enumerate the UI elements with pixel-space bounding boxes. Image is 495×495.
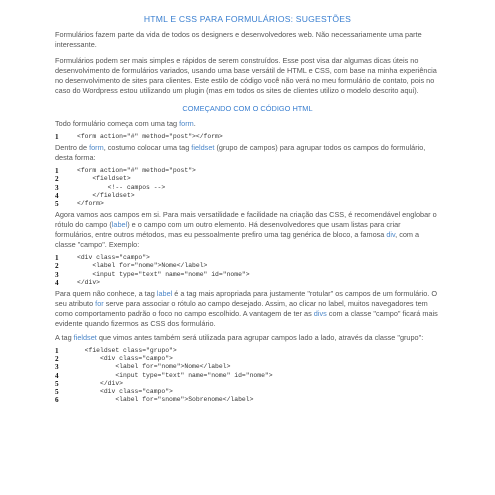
code-line	[55, 388, 440, 396]
code-text: <fieldset>	[77, 175, 131, 183]
line-number: 1	[55, 254, 59, 263]
line-number: 5	[55, 379, 59, 388]
code-text: <label for="snome">Sobrenome</label>	[77, 396, 254, 404]
text: Para quem não conhece, a tag	[55, 289, 157, 299]
code-text: <form action="#" method="post">	[77, 167, 196, 175]
paragraph-7	[55, 333, 440, 343]
text: Todo formulário começa com uma tag	[55, 119, 180, 128]
highlight-fieldset: fieldset	[73, 333, 97, 343]
code-line	[55, 200, 440, 208]
code-line	[55, 380, 440, 388]
line-number: 6	[55, 396, 59, 405]
line-number: 5	[55, 200, 59, 209]
code-line	[55, 133, 440, 141]
code-text: <div class="campo">	[77, 254, 150, 262]
line-number: 4	[55, 191, 59, 200]
code-line	[55, 372, 440, 380]
code-block-2	[55, 167, 440, 208]
code-text: <label for="nome">Nome</label>	[77, 262, 208, 270]
code-line	[55, 184, 440, 192]
code-text: <fieldset class="grupo">	[77, 347, 177, 355]
line-number: 3	[55, 183, 59, 192]
code-text: </form>	[77, 200, 104, 208]
text: serve para associar o rótulo ao campo desejado. Assim, ao clicar no label, muitos navegadores tem como comportamento padrão o foco no campo escolhido. A vantagem de ter as	[55, 299, 428, 319]
code-text: <input type="text" name="nome" id="nome">	[77, 371, 273, 379]
line-number: 1	[55, 133, 59, 141]
code-text: <label for="nome">Nome</label>	[77, 363, 231, 371]
line-number: 5	[55, 388, 59, 397]
text: A tag	[55, 333, 74, 343]
code-text: </div>	[77, 278, 101, 286]
highlight-label: label	[111, 220, 128, 230]
highlight-fieldset: fieldset	[191, 143, 215, 153]
highlight-form: form	[179, 119, 194, 128]
highlight-for: for	[95, 299, 104, 309]
code-text: </div>	[77, 379, 124, 387]
line-number: 2	[55, 262, 59, 271]
text: , costumo colocar uma tag	[103, 143, 192, 153]
code-text: <div class="campo">	[77, 388, 173, 396]
code-line	[55, 271, 440, 279]
code-block-3	[55, 254, 440, 287]
line-number: 3	[55, 270, 59, 279]
text: ) e o campo com um outro elemento. Há desenvolvedores que usam listas para criar formulários, entre outros métodos, mas eu pessoalmente prefiro uma tag genérica de bloco, a famosa	[55, 220, 401, 240]
line-number: 1	[55, 347, 59, 356]
code-line	[55, 396, 440, 404]
document-title: HTML E CSS PARA FORMULÁRIOS: SUGESTÕES	[143, 14, 352, 24]
line-number: 4	[55, 371, 59, 380]
section-title: COMEÇANDO COM O CÓDIGO HTML	[182, 104, 313, 113]
code-line	[55, 254, 440, 262]
text: Agora vamos aos campos em si. Para mais versatilidade e facilidade na criação das CSS, é recomendável englobar o rótulo do campo (	[55, 210, 437, 230]
intro-paragraph: Formulários fazem parte da vida de todos os designers e desenvolvedores web. Não necessariamente uma parte interessante.	[55, 30, 422, 49]
paragraph-6	[55, 289, 440, 329]
code-line	[55, 167, 440, 175]
text: , com a classe "campo". Exemplo:	[55, 230, 420, 250]
code-text: </fieldset>	[77, 191, 135, 199]
code-block-1	[55, 133, 440, 141]
text: Dentro de	[55, 143, 90, 153]
code-line	[55, 355, 440, 363]
paragraph-2: Formulários podem ser mais simples e rápidos de serem construídos. Esse post visa dar algumas dicas úteis no desenvolvimento de formulários variados, usando uma base versátil de HTML e CSS, com base na minha experiência no desenvolvimento de sites para clientes. Este estilo de código você não verá no meu formulário de contato, pois no caso do Wordpress estou utilizando um plugin (mas em todos os sites de clientes utilizo o modelo descrito aqui).	[55, 56, 437, 95]
line-number: 2	[55, 355, 59, 364]
text: que vimos antes também será utilizada para agrupar campos lado a lado, através da classe "grupo":	[96, 333, 424, 343]
highlight-divs: divs	[313, 309, 327, 319]
paragraph-4	[55, 143, 440, 163]
code-text: <!-- campos -->	[77, 183, 166, 191]
text: .	[193, 119, 196, 128]
code-text: <input type="text" name="nome" id="nome">	[77, 270, 250, 278]
code-line	[55, 347, 440, 355]
highlight-form: form	[89, 143, 104, 153]
line-number: 1	[55, 167, 59, 176]
text: (grupo de campos) para agrupar todos os campos do formulário, desta forma:	[55, 143, 426, 163]
code-line	[55, 175, 440, 183]
highlight-div: div	[386, 230, 396, 240]
line-number: 2	[55, 175, 59, 184]
highlight-label: label	[156, 289, 173, 299]
code-line	[55, 262, 440, 270]
code-line	[55, 192, 440, 200]
code-text: <form action="#" method="post"></form>	[77, 133, 223, 140]
paragraph-5	[55, 210, 440, 250]
line-number: 4	[55, 278, 59, 287]
paragraph-3	[55, 119, 440, 129]
line-number: 3	[55, 363, 59, 372]
code-text: <div class="campo">	[77, 355, 173, 363]
text: com a classe "campo" ficará mais evidente quando fizermos as CSS dos formulário.	[55, 309, 438, 329]
text: é a tag mais apropriada para justamente "rotular" os campos de um formulário. O seu atributo	[55, 289, 438, 309]
code-block-4	[55, 347, 440, 404]
code-line	[55, 363, 440, 371]
code-line	[55, 279, 440, 287]
